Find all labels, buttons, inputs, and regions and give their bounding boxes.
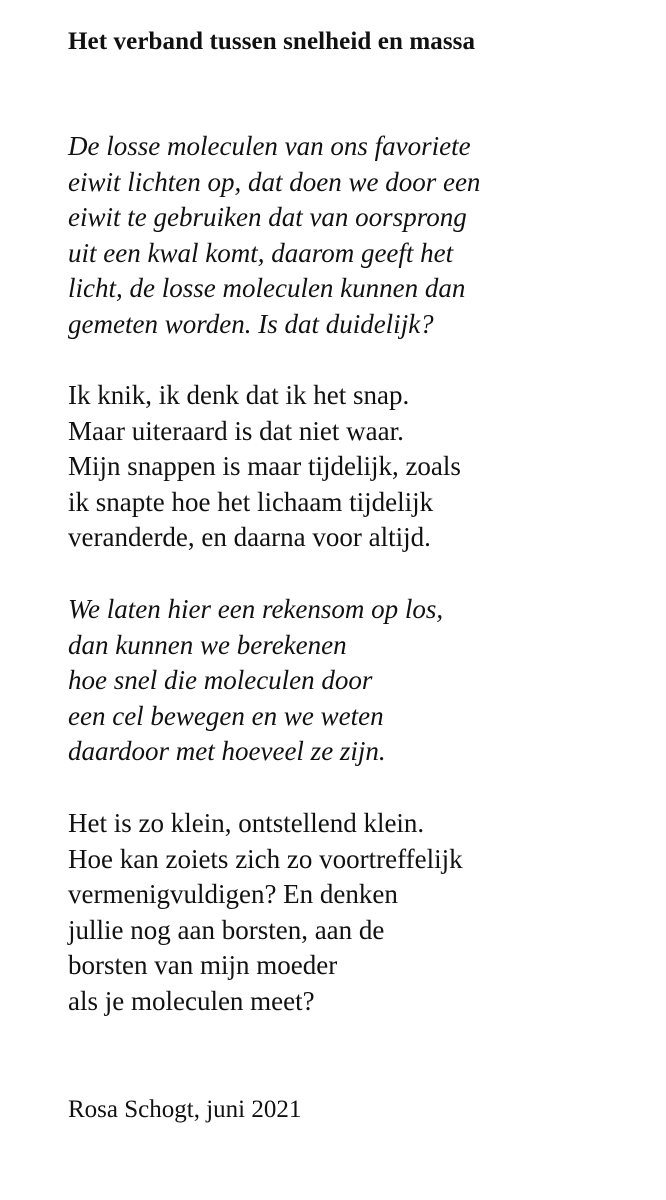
- poem-stanza-2: [68, 378, 461, 556]
- poem-line: uit een kwal komt, daarom geeft het: [68, 237, 454, 268]
- poem-line: hoe snel die moleculen door: [68, 665, 373, 696]
- poem-line: licht, de losse moleculen kunnen dan: [68, 273, 466, 304]
- poem-line: een cel bewegen en we weten: [68, 700, 384, 731]
- poem-line: gemeten worden. Is dat duidelijk?: [68, 308, 434, 339]
- poem-line: Ik knik, ik denk dat ik het snap.: [68, 380, 410, 410]
- poem-line: Maar uiteraard is dat niet waar.: [68, 415, 404, 446]
- poem-line: Het is zo klein, ontstellend klein.: [68, 808, 425, 838]
- poem-line: borsten van mijn moeder: [68, 950, 338, 981]
- poem-stanza-3: [68, 592, 443, 770]
- poem-stanza-1: [68, 129, 480, 343]
- poem-signature: Rosa Schogt, juni 2021: [68, 1096, 302, 1123]
- poem-stanza-4: [68, 806, 463, 1020]
- poem-line: jullie nog aan borsten, aan de: [68, 914, 385, 945]
- poem-line: Hoe kan zoiets zich zo voortreffelijk: [68, 843, 463, 874]
- poem-line: vermenigvuldigen? En denken: [68, 879, 398, 910]
- poem-line: Mijn snappen is maar tijdelijk, zoals: [68, 451, 461, 482]
- poem-line: eiwit te gebruiken dat van oorsprong: [68, 202, 467, 233]
- poem-line: als je moleculen meet?: [68, 985, 315, 1016]
- poem-line: ik snapte hoe het lichaam tijdelijk: [68, 486, 434, 517]
- poem-line: veranderde, en daarna voor altijd.: [68, 522, 431, 553]
- poem-line: eiwit lichten op, dat doen we door een: [68, 166, 481, 197]
- poem-title: Het verband tussen snelheid en massa: [68, 28, 476, 55]
- poem-line: dan kunnen we berekenen: [68, 629, 347, 660]
- poem-line: We laten hier een rekensom op los,: [68, 594, 444, 624]
- poem-line: daardoor met hoeveel ze zijn.: [68, 736, 386, 767]
- poem-line: De losse moleculen van ons favoriete: [68, 131, 471, 161]
